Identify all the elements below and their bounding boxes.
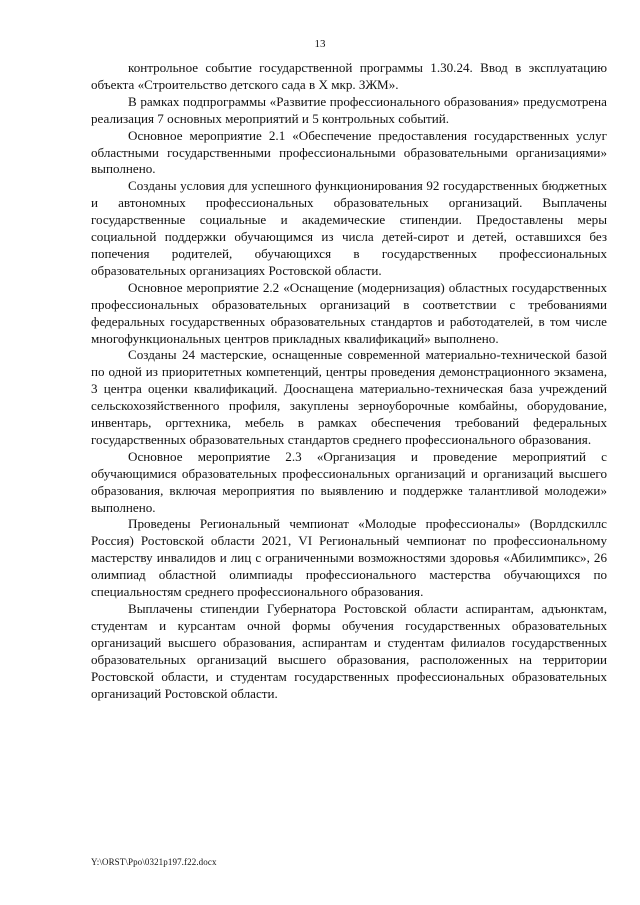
paragraph-8: Проведены Региональный чемпионат «Молодые профессионалы» (Ворлдскиллс Россия) Ростовской области 2021, VI Региональный чемпионат по профессиональному мастерству инвалидов и лиц с ограниченными возможностями здоровья «Абилимпикс», 26 олимпиад областной олимпиады профессионального мастерства обучающихся по специальностям среднего профессионального образования. xyxy=(91,516,607,600)
paragraph-4: Созданы условия для успешного функционирования 92 государственных бюджетных и автономных профессиональных образовательных организаций. Выплачены государственные социальные и академические стипендии. Предоставлены меры социальной поддержки обучающимся из числа детей-сирот и детей, оставшихся без попечения родителей, обучающихся в государственных профессиональных образовательных организациях Ростовской области. xyxy=(91,178,607,278)
paragraph-1: контрольное событие государственной программы 1.30.24. Ввод в эксплуатацию объекта «Строительство детского сада в X мкр. ЗЖМ». xyxy=(91,60,607,92)
paragraph-7: Основное мероприятие 2.3 «Организация и проведение мероприятий с обучающимися образовательных профессиональных организаций и организаций высшего образования, включая мероприятия по выявлению и поддержке талантливой молодежи» выполнено. xyxy=(91,448,607,515)
paragraph-9: Выплачены стипендии Губернатора Ростовской области аспирантам, адъюнктам, студентам и курсантам очной формы обучения государственных образовательных организаций высшего образования, аспирантам и студентам филиалов государственных образовательных организаций высшего образования, расположенных на территории Ростовской области, и студентам государственных профессиональных образовательных организаций Ростовской области. xyxy=(91,601,607,701)
document-body xyxy=(91,60,607,702)
paragraph-3: Основное мероприятие 2.1 «Обеспечение предоставления государственных услуг областными государственными профессиональными образовательными организациями» выполнено. xyxy=(91,127,607,177)
paragraph-5: Основное мероприятие 2.2 «Оснащение (модернизация) областных государственных профессиональных образовательных организаций в соответствии с требованиями федеральных государственных образовательных стандартов и работодателей, в том числе многофункциональных центров прикладных квалификаций» выполнено. xyxy=(91,279,607,346)
page-number: 13 xyxy=(314,38,326,50)
paragraph-2: В рамках подпрограммы «Развитие профессионального образования» предусмотрена реализация 7 основных мероприятий и 5 контрольных событий. xyxy=(91,93,607,126)
footer-file-path: Y:\ORST\Ppo\0321p197.f22.docx xyxy=(91,857,217,867)
paragraph-6: Созданы 24 мастерские, оснащенные современной материально-технической базой по одной из приоритетных компетенций, центры проведения демонстрационного экзамена, 3 центра оценки квалификаций. Дооснащена материально-техническая база учреждений сельскохозяйственного профиля, закуплены зерноуборочные комбайны, оборудование, инвентарь, оргтехника, мебель в рамках обеспечения требований федеральных государственных образовательных стандартов среднего профессионального образования. xyxy=(91,347,607,447)
